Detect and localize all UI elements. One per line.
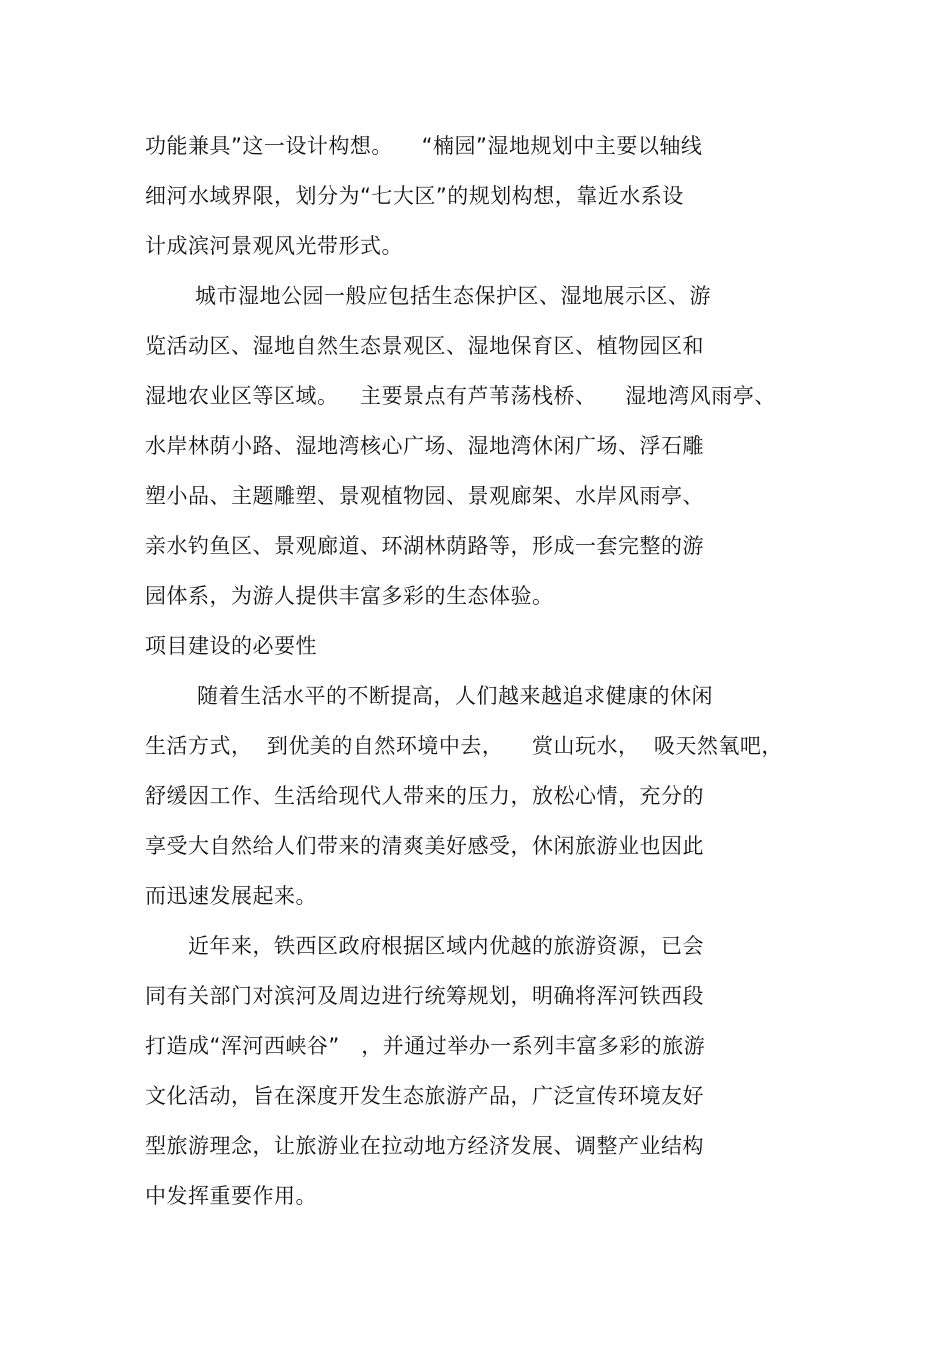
text-line: 享受大自然给人们带来的清爽美好感受，休闲旅游业也因此 bbox=[145, 834, 704, 858]
text-line: 近年来，铁西区政府根据区域内优越的旅游资源，已会 bbox=[188, 934, 704, 958]
text-line: 功能兼具”这一设计构想。 “楠园”湿地规划中主要以轴线 bbox=[145, 134, 703, 158]
text-line: 同有关部门对滨河及周边进行统筹规划，明确将浑河铁西段 bbox=[145, 984, 704, 1008]
text-line: 湿地农业区等区域。 主要景点有芦苇荡栈桥、 湿地湾风雨亭、 bbox=[145, 384, 776, 408]
text-line: 文化活动，旨在深度开发生态旅游产品，广泛宣传环境友好 bbox=[145, 1084, 704, 1108]
text-line: 而迅速发展起来。 bbox=[145, 884, 317, 908]
text-line: 打造成“浑河西峡谷” ，并通过举办一系列丰富多彩的旅游 bbox=[145, 1034, 706, 1058]
text-line: 城市湿地公园一般应包括生态保护区、湿地展示区、游 bbox=[195, 284, 711, 308]
text-line: 亲水钓鱼区、景观廊道、环湖林荫路等，形成一套完整的游 bbox=[145, 534, 704, 558]
text-line: 园体系，为游人提供丰富多彩的生态体验。 bbox=[145, 584, 554, 608]
text-line: 随着生活水平的不断提高，人们越来越追求健康的休闲 bbox=[197, 684, 713, 708]
text-line: 舒缓因工作、生活给现代人带来的压力，放松心情，充分的 bbox=[145, 784, 704, 808]
text-line: 览活动区、湿地自然生态景观区、湿地保育区、植物园区和 bbox=[145, 334, 704, 358]
text-line: 水岸林荫小路、湿地湾核心广场、湿地湾休闲广场、浮石雕 bbox=[145, 434, 704, 458]
text-line: 计成滨河景观风光带形式。 bbox=[145, 234, 403, 258]
section-heading: 项目建设的必要性 bbox=[145, 634, 317, 658]
text-line: 塑小品、主题雕塑、景观植物园、景观廊架、水岸风雨亭、 bbox=[145, 484, 704, 508]
text-line: 生活方式， 到优美的自然环境中去， 赏山玩水， 吸天然氧吧， bbox=[145, 734, 783, 758]
text-line: 中发挥重要作用。 bbox=[145, 1184, 317, 1208]
text-line: 细河水域界限，划分为“七大区”的规划构想，靠近水系设 bbox=[145, 184, 684, 208]
text-line: 型旅游理念，让旅游业在拉动地方经济发展、调整产业结构 bbox=[145, 1134, 704, 1158]
